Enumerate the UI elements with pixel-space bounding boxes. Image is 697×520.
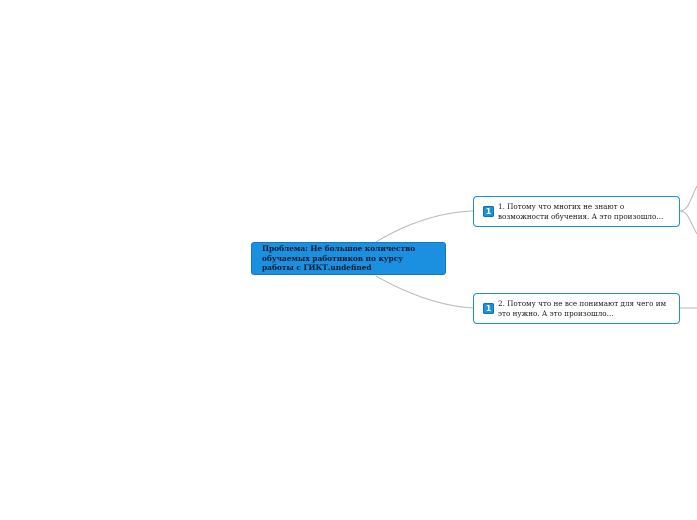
priority-1-icon: 1 bbox=[483, 206, 494, 217]
connector-child-1-offscreen-2 bbox=[680, 211, 697, 234]
subtopic-node-1[interactable] bbox=[473, 196, 680, 227]
root-topic-node[interactable] bbox=[251, 242, 446, 275]
root-topic-label: Проблема: Не большое количество обучаемых работников по курсу работы с ГИКТ.undefined bbox=[262, 244, 416, 273]
connector-root-child-2 bbox=[376, 276, 473, 308]
subtopic-node-2[interactable] bbox=[473, 293, 680, 324]
subtopic-label-1: 1. Потому что многих не знают о возможности обучения. А это произошло… bbox=[498, 202, 664, 221]
connector-root-child-1 bbox=[376, 211, 473, 242]
priority-1-icon: 1 bbox=[483, 303, 494, 314]
connector-child-1-offscreen bbox=[680, 186, 697, 211]
subtopic-label-2: 2. Потому что не все понимают для чего им это нужно. А это произошло… bbox=[498, 299, 667, 318]
